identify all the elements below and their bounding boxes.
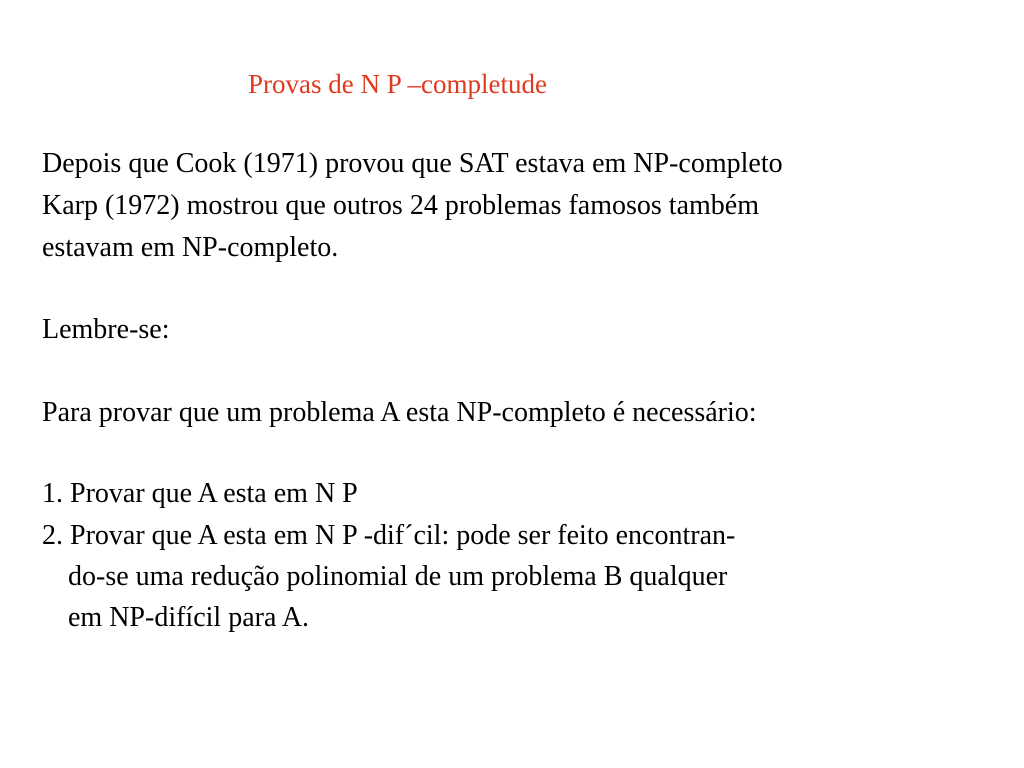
slide-title: Provas de N P –completude — [248, 69, 547, 99]
step-2-line-3: em NP-difícil para A. — [68, 602, 310, 633]
intro-line-2: Karp (1972) mostrou que outros 24 problemas famosos também — [42, 190, 759, 221]
step-1: 1. Provar que A esta em N P — [42, 478, 358, 509]
step-2-line-2: do-se uma redução polinomial de um problema B qualquer — [68, 561, 728, 592]
intro-line-1: Depois que Cook (1971) provou que SAT estava em NP-completo — [42, 148, 783, 179]
requirement-text: Para provar que um problema A esta NP-completo é necessário: — [42, 397, 757, 428]
step-2-line-1: 2. Provar que A esta em N P -dif´cil: pode ser feito encontran- — [42, 520, 736, 551]
reminder-text: Lembre-se: — [42, 314, 170, 345]
intro-line-3: estavam em NP-completo. — [42, 232, 339, 263]
